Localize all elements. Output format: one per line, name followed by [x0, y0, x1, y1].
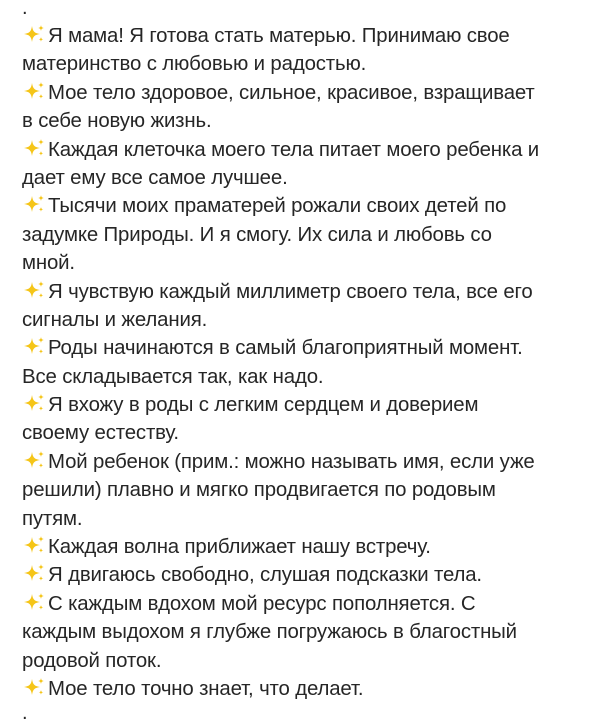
text-line	[22, 107, 586, 135]
text-line	[22, 476, 586, 504]
line-text: Все складывается так, как надо.	[22, 365, 324, 388]
text-line	[22, 419, 586, 447]
line-text: Я чувствую каждый миллиметр своего тела, все его	[48, 280, 533, 303]
text-line	[22, 50, 586, 78]
text-line	[22, 505, 586, 533]
sparkles-icon	[22, 592, 46, 612]
sparkles-icon	[22, 138, 46, 158]
affirmations-text	[22, 22, 586, 703]
line-text: С каждым вдохом мой ресурс пополняется. С	[48, 592, 476, 615]
line-text: Тысячи моих праматерей рожали своих детей по	[48, 195, 507, 218]
sparkles-icon	[22, 336, 46, 356]
line-text: путям.	[22, 507, 83, 530]
sparkles-icon	[22, 81, 46, 101]
top-dot: .	[22, 0, 28, 19]
text-line	[22, 306, 586, 334]
line-text: Роды начинаются в самый благоприятный момент.	[48, 337, 523, 360]
text-line	[22, 675, 586, 703]
line-text: в себе новую жизнь.	[22, 110, 212, 133]
text-line	[22, 79, 586, 107]
line-text: сигналы и желания.	[22, 308, 208, 331]
line-text: Я двигаюсь свободно, слушая подсказки тела.	[48, 564, 482, 587]
line-text: родовой поток.	[22, 649, 162, 672]
text-line	[22, 192, 586, 220]
line-text: Каждая клеточка моего тела питает моего ребенка и	[48, 138, 540, 161]
text-line	[22, 647, 586, 675]
text-line	[22, 136, 586, 164]
line-text: мной.	[22, 252, 75, 275]
sparkles-icon	[22, 563, 46, 583]
sparkles-icon	[22, 535, 46, 555]
sparkles-icon	[22, 280, 46, 300]
line-text: Мое тело здоровое, сильное, красивое, взращивает	[48, 81, 535, 104]
sparkles-icon	[22, 194, 46, 214]
text-line	[22, 221, 586, 249]
text-line	[22, 278, 586, 306]
bottom-dot: .	[22, 702, 28, 724]
text-line	[22, 22, 586, 50]
text-line	[22, 391, 586, 419]
line-text: Каждая волна приближает нашу встречу.	[48, 536, 431, 559]
sparkles-icon	[22, 677, 46, 697]
text-line	[22, 590, 586, 618]
line-text: Я мама! Я готова стать матерью. Принимаю свое	[48, 25, 510, 47]
line-text: Мое тело точно знает, что делает.	[48, 677, 364, 700]
line-text: решили) плавно и мягко продвигается по родовым	[22, 479, 496, 502]
line-text: Мой ребенок (прим.: можно называть имя, если уже	[48, 450, 535, 473]
line-text: своему естеству.	[22, 422, 179, 445]
line-text: Я вхожу в роды с легким сердцем и доверием	[48, 394, 479, 417]
sparkles-icon	[22, 393, 46, 413]
text-line	[22, 363, 586, 391]
sparkles-icon	[22, 450, 46, 470]
sparkles-icon	[22, 24, 46, 44]
text-line	[22, 533, 586, 561]
line-text: дает ему все самое лучшее.	[22, 166, 288, 189]
text-line	[22, 448, 586, 476]
line-text: задумке Природы. И я смогу. Их сила и любовь со	[22, 223, 492, 246]
line-text: каждым выдохом я глубже погружаюсь в благостный	[22, 621, 517, 644]
text-line	[22, 164, 586, 192]
text-line	[22, 334, 586, 362]
text-line	[22, 618, 586, 646]
text-line	[22, 561, 586, 589]
text-line	[22, 249, 586, 277]
line-text: материнство с любовью и радостью.	[22, 53, 367, 76]
